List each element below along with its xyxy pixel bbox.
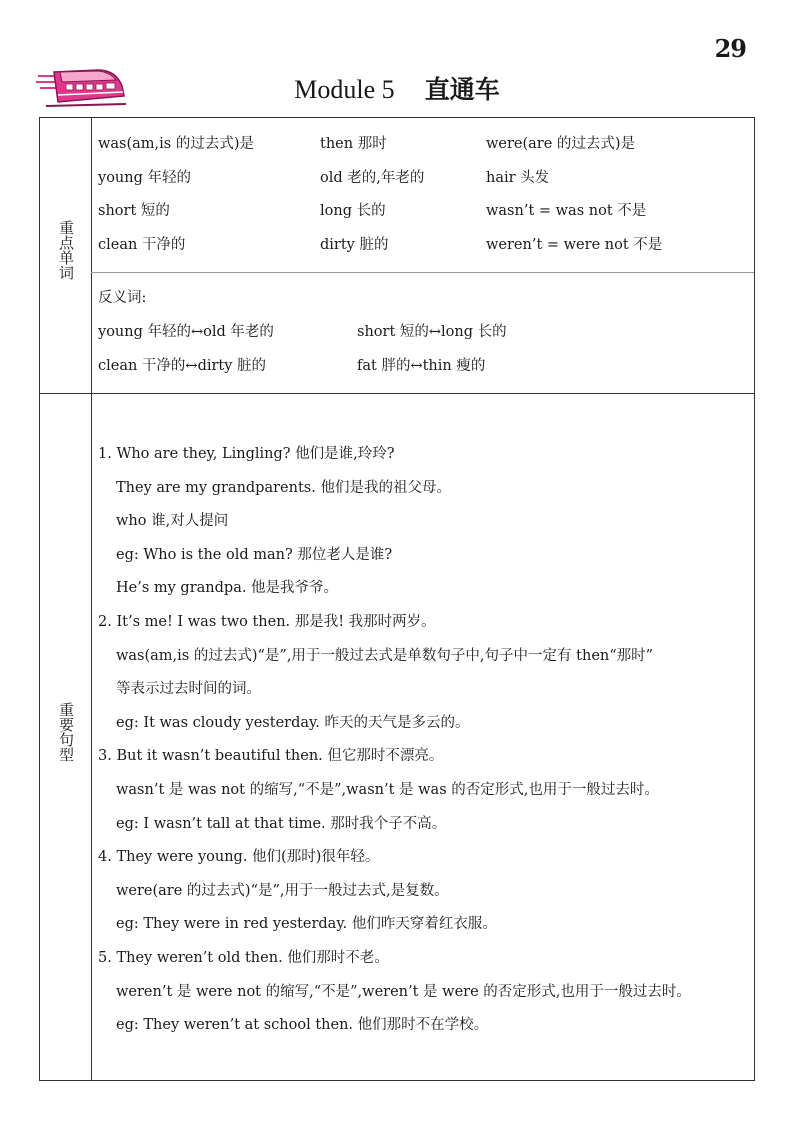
page-number: 29: [714, 34, 746, 63]
sentence-line: weren’t 是 were not 的缩写,“不是”,weren’t 是 were 的否定形式,也用于一般过去时。: [116, 983, 691, 1000]
antonym-pair: young 年轻的↔old 年老的: [98, 324, 274, 340]
antonym-pair: short 短的↔long 长的: [357, 324, 507, 340]
sentence-line: eg: They were in red yesterday. 他们昨天穿着红衣服。: [116, 916, 497, 933]
word-item: dirty 脏的: [320, 236, 389, 253]
sentence-line: eg: Who is the old man? 那位老人是谁?: [116, 546, 393, 563]
sentence-line: eg: They weren’t at school then. 他们那时不在学校。: [116, 1017, 489, 1034]
antonym-pair: fat 胖的↔thin 瘦的: [357, 357, 486, 374]
sentence-line: 等表示过去时间的词。: [116, 681, 261, 698]
word-item: long 长的: [320, 203, 386, 219]
word-list: [98, 132, 748, 266]
word-item: old 老的,年老的: [320, 169, 425, 186]
sentence-line: who 谁,对人提问: [116, 513, 229, 530]
sentence-line: wasn’t 是 was not 的缩写,“不是”,wasn’t 是 was 的否定形式,也用于一般过去时。: [116, 781, 659, 798]
sentence-line: eg: I wasn’t tall at that time. 那时我个子不高。: [116, 815, 447, 832]
antonym-row: [98, 354, 748, 388]
word-item: short 短的: [98, 203, 170, 219]
word-row: [98, 166, 748, 200]
word-item: young 年轻的: [98, 169, 191, 186]
sentence-line: 5. They weren’t old then. 他们那时不老。: [98, 949, 389, 966]
sentence-line: 3. But it wasn’t beautiful then. 但它那时不漂亮。: [98, 748, 444, 765]
sentence-line: was(am,is 的过去式)“是”,用于一般过去式是单数句子中,句子中一定有 then“那时”: [116, 647, 654, 664]
sentence-line: He’s my grandpa. 他是我爷爷。: [116, 580, 339, 597]
word-item: then 那时: [320, 136, 387, 152]
sentence-line: 1. Who are they, Lingling? 他们是谁,玲玲?: [98, 446, 395, 462]
word-item: was(am,is 的过去式)是: [98, 136, 255, 152]
word-row: [98, 233, 748, 267]
word-item: clean 干净的: [98, 236, 186, 253]
module-label: Module 5: [294, 75, 395, 104]
word-item: weren’t = were not 不是: [486, 236, 663, 253]
antonym-row: [98, 320, 748, 354]
antonyms-list: [98, 286, 748, 387]
words-section-label: 重点单词: [57, 220, 75, 280]
column-divider: [91, 118, 92, 1080]
sentences-section-label: 重要句型: [57, 702, 75, 762]
page-title: [0, 70, 794, 106]
antonyms-heading: 反义词:: [98, 290, 147, 306]
section-divider: [40, 393, 754, 394]
word-row: [98, 199, 748, 233]
sentence-line: 4. They were young. 他们(那时)很年轻。: [98, 849, 380, 866]
word-item: wasn’t = was not 不是: [486, 203, 647, 219]
sentence-line: They are my grandparents. 他们是我的祖父母。: [116, 479, 451, 496]
sentence-line: 2. It’s me! I was two then. 那是我! 我那时两岁。: [98, 613, 436, 630]
word-row: [98, 132, 748, 166]
sentence-list: [98, 442, 753, 1047]
word-item: hair 头发: [486, 169, 550, 186]
sentence-line: were(are 的过去式)“是”,用于一般过去式,是复数。: [116, 882, 449, 899]
word-item: were(are 的过去式)是: [486, 136, 636, 152]
content-table: [39, 117, 755, 1081]
antonym-pair: clean 干净的↔dirty 脏的: [98, 357, 267, 374]
title-cn: 直通车: [424, 75, 500, 104]
words-inner-divider: [91, 272, 754, 273]
sentence-line: eg: It was cloudy yesterday. 昨天的天气是多云的。: [116, 714, 470, 731]
